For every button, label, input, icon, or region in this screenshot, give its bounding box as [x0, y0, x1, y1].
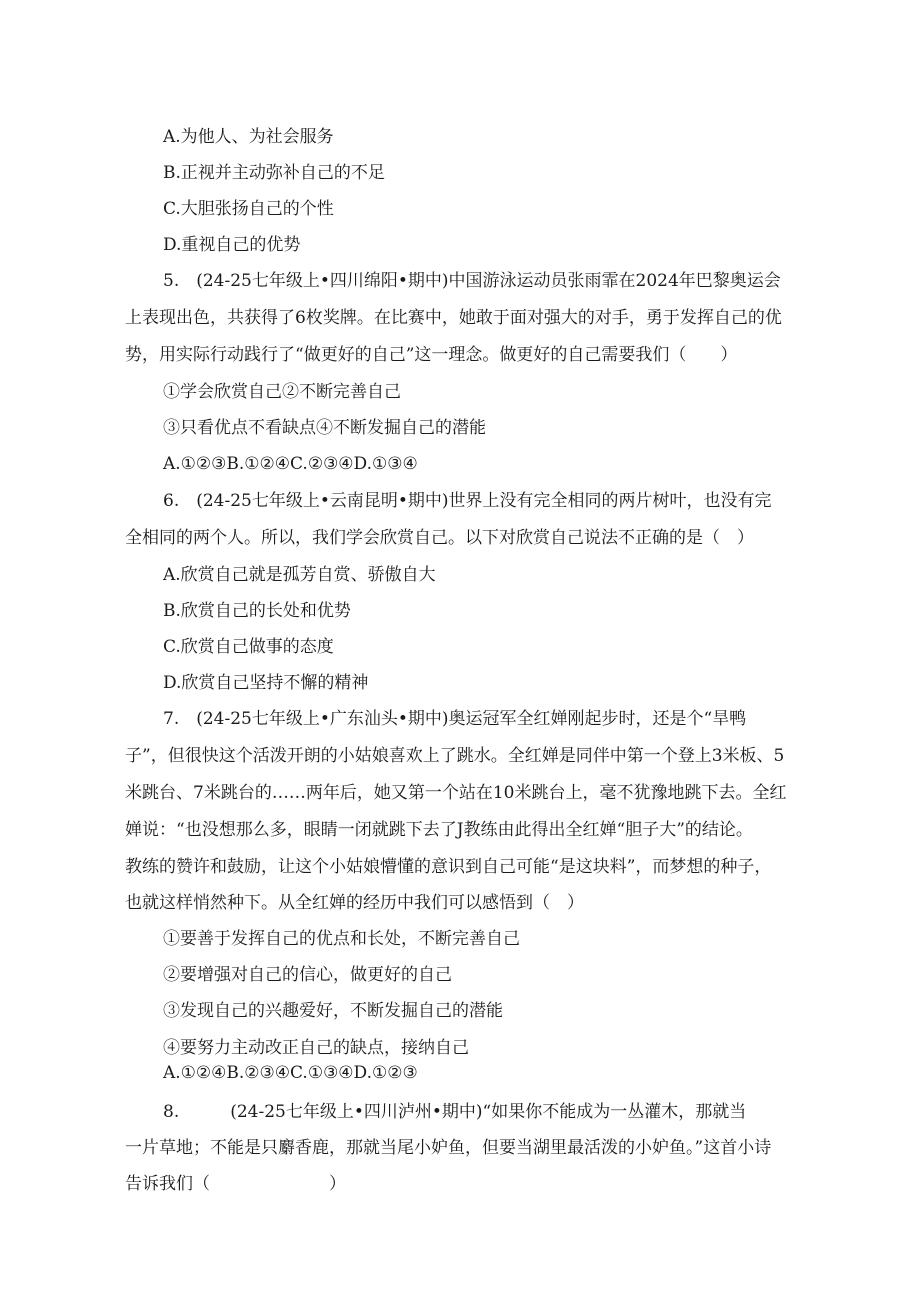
q6-stem-line-1: 6. (24-25七年级上•云南昆明•期中)世界上没有完全相同的两片树叶，也没有完: [163, 491, 772, 511]
q7-stem-line-4: 婵说：“也没想那么多，眼睛一闭就跳下去了J教练由此得出全红婵“胆子大”的结论。: [125, 820, 753, 840]
q6-option-c: C.欣赏自己做事的态度: [163, 637, 334, 657]
q8-stem-line-1: 8. (24-25七年级上•四川泸州•期中)“如果你不能成为一丛灌木，那就当: [163, 1102, 747, 1122]
q8-stem-line-3: 告诉我们（ ）: [125, 1174, 346, 1194]
q7-stem-line-3: 米跳台、7米跳台的……两年后，她又第一个站在10米跳台上，毫不犹豫地跳下去。全红: [125, 783, 787, 803]
q6-option-a: A.欣赏自己就是孤芳自赏、骄傲自大: [163, 565, 436, 585]
q7-statement-1: ①要善于发挥自己的优点和长处，不断完善自己: [163, 929, 520, 949]
q4-option-d: D.重视自己的优势: [163, 235, 301, 255]
q7-stem-line-5: 教练的赞许和鼓励，让这个小姑娘懵懂的意识到自己可能“是这块料”，而梦想的种子，: [125, 857, 772, 877]
q5-stem-line-2: 上表现出色，共获得了6枚奖牌。在比赛中，她敢于面对强大的对手，勇于发挥自己的优: [125, 308, 782, 328]
q6-option-d: D.欣赏自己坚持不懈的精神: [163, 673, 369, 693]
q7-stem-line-2: 子”，但很快这个活泼开朗的小姑娘喜欢上了跳水。全红婵是同伴中第一个登上3米板、5: [125, 746, 785, 766]
q5-choices: A.①②③B.①②④C.②③④D.①③④: [163, 454, 418, 474]
q7-stem-line-1: 7. (24-25七年级上•广东汕头•期中)奥运冠军全红婵刚起步时，还是个“旱鸭: [163, 709, 747, 729]
q7-statement-4: ④要努力主动改正自己的缺点，接纳自己: [163, 1038, 469, 1058]
q8-stem-line-2: 一片草地；不能是只麝香鹿，那就当尾小妒鱼，但要当湖里最活泼的小妒鱼。”这首小诗: [125, 1138, 772, 1158]
q4-option-c: C.大胆张扬自己的个性: [163, 199, 334, 219]
q7-statement-3: ③发现自己的兴趣爱好，不断发掘自己的潜能: [163, 1001, 503, 1021]
q7-statement-2: ②要增强对自己的信心，做更好的自己: [163, 965, 452, 985]
q7-choices: A.①②④B.②③④C.①③④D.①②③: [163, 1063, 418, 1083]
q6-stem-line-2: 全相同的两个人。所以，我们学会欣赏自己。以下对欣赏自己说法不正确的是（ ）: [125, 528, 754, 548]
q4-option-a: A.为他人、为社会服务: [163, 127, 334, 147]
q4-option-b: B.正视并主动弥补自己的不足: [163, 163, 385, 183]
q6-option-b: B.欣赏自己的长处和优势: [163, 601, 351, 621]
q7-stem-line-6: 也就这样悄然种下。从全红婵的经历中我们可以感悟到（ ）: [125, 893, 584, 913]
q5-stem-line-1: 5. (24-25七年级上•四川绵阳•期中)中国游泳运动员张雨霏在2024年巴黎奥运会: [163, 271, 781, 291]
q5-statement-2: ③只看优点不看缺点④不断发掘自己的潜能: [163, 418, 486, 438]
q5-statement-1: ①学会欣赏自己②不断完善自己: [163, 382, 401, 402]
q5-stem-line-3: 势，用实际行动践行了“做更好的自己”这一理念。做更好的自己需要我们（ ）: [125, 345, 738, 365]
